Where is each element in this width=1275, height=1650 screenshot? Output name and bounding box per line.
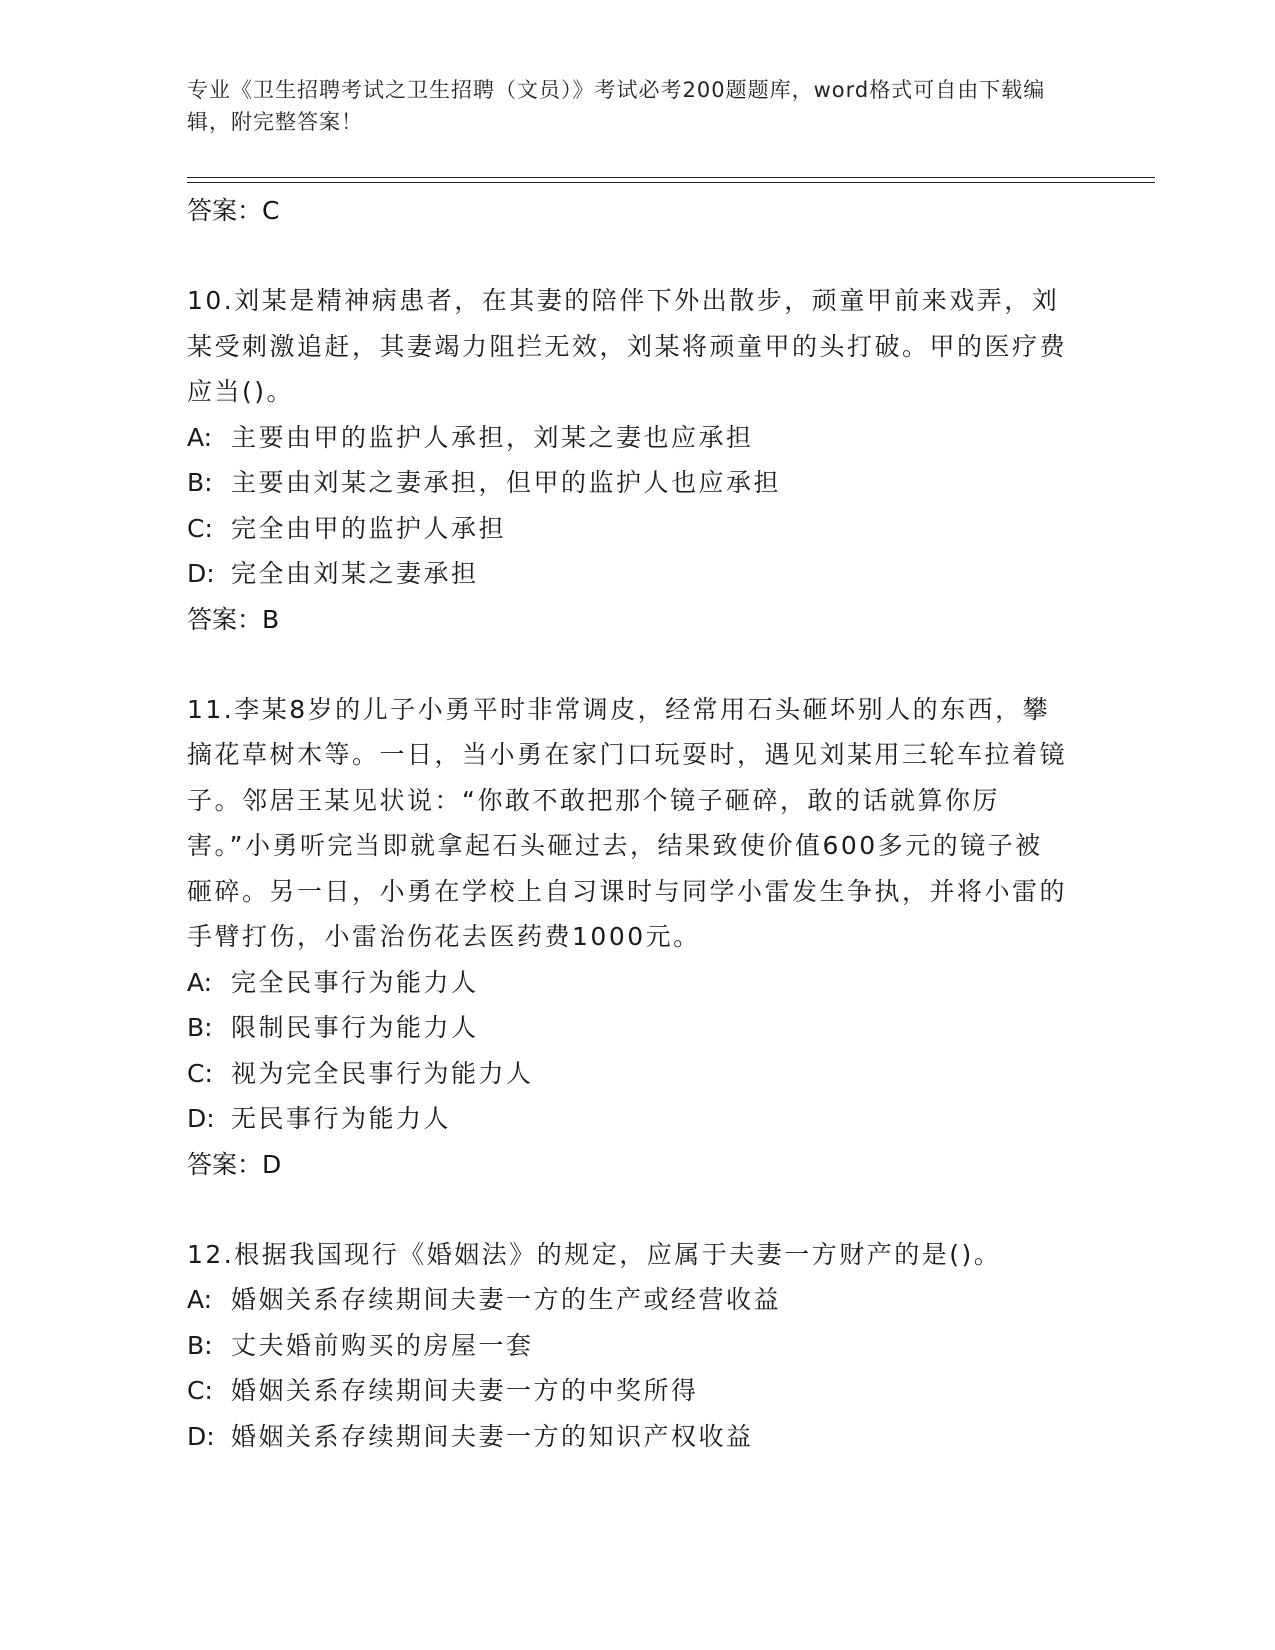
option-c: [187, 1368, 1067, 1414]
option-text: 婚姻关系存续期间夫妻一方的知识产权收益: [231, 1421, 754, 1451]
question-block: [187, 687, 1067, 1187]
answer-line: 答案：B: [187, 604, 280, 634]
header-rule-thin: [187, 182, 1155, 183]
option-d: [187, 1414, 1067, 1460]
option-b: [187, 1323, 1067, 1369]
option-a: [187, 415, 1067, 461]
option-d: [187, 1096, 1067, 1142]
page-header: 专业《卫生招聘考试之卫生招聘（文员）》考试必考200题题库，word格式可自由下载编辑，附完整答案！: [187, 78, 1046, 134]
option-letter: A:: [187, 1285, 213, 1314]
option-text: 主要由刘某之妻承担，但甲的监护人也应承担: [231, 468, 782, 497]
option-letter: A:: [187, 967, 213, 997]
question-text: 11.李某8岁的儿子小勇平时非常调皮，经常用石头砸坏别人的东西，攀摘花草树木等。一日，当小勇在家门口玩耍时，遇见刘某用三轮车拉着镜子。邻居王某见状说：“你敢不敢把那个镜子砸碎，敢的话就算你厉害。”小勇听完当即就拿起石头砸过去，结果致使价值600多元的镜子被砸碎。另一日，小勇在学校上自习课时与同学小雷发生争执，并将小雷的手臂打伤，小雷治伤花去医药费1000元。: [187, 694, 1068, 951]
option-text: 丈夫婚前购买的房屋一套: [231, 1330, 534, 1360]
option-list: [187, 960, 1067, 1142]
option-text: 完全由甲的监护人承担: [231, 513, 507, 543]
question-text: 10.刘某是精神病患者，在其妻的陪伴下外出散步，顽童甲前来戏弄，刘某受刺激追赶，其妻竭力阻拦无效，刘某将顽童甲的头打破。甲的医疗费应当()。: [187, 286, 1068, 406]
question-block: [187, 278, 1067, 642]
question-block: [187, 1232, 1067, 1460]
option-a: [187, 1277, 1067, 1323]
option-letter: D:: [187, 1421, 215, 1451]
option-text: 主要由甲的监护人承担，刘某之妻也应承担: [231, 422, 754, 452]
option-text: 婚姻关系存续期间夫妻一方的生产或经营收益: [231, 1285, 782, 1314]
option-c: [187, 506, 1067, 552]
option-letter: B:: [187, 468, 213, 497]
option-list: [187, 415, 1067, 597]
option-text: 完全民事行为能力人: [231, 967, 479, 997]
option-d: [187, 551, 1067, 597]
question-text: 12.根据我国现行《婚姻法》的规定，应属于夫妻一方财产的是()。: [187, 1239, 1002, 1269]
option-text: 婚姻关系存续期间夫妻一方的中奖所得: [231, 1376, 699, 1405]
document-body: [187, 188, 1067, 1459]
option-b: [187, 460, 1067, 506]
option-text: 视为完全民事行为能力人: [231, 1058, 534, 1088]
option-letter: C:: [187, 513, 213, 543]
answer-line: 答案：C: [187, 196, 280, 225]
option-text: 无民事行为能力人: [231, 1104, 452, 1133]
option-letter: C:: [187, 1376, 213, 1405]
option-c: [187, 1051, 1067, 1097]
option-letter: D:: [187, 559, 215, 588]
option-text: 限制民事行为能力人: [231, 1013, 479, 1042]
option-b: [187, 1005, 1067, 1051]
option-text: 完全由刘某之妻承担: [231, 559, 479, 588]
option-list: [187, 1277, 1067, 1459]
header-rule-thick: [187, 177, 1155, 178]
option-letter: C:: [187, 1058, 213, 1088]
option-letter: B:: [187, 1330, 213, 1360]
option-a: [187, 960, 1067, 1006]
option-letter: A:: [187, 422, 213, 452]
option-letter: D:: [187, 1104, 215, 1133]
answer-line: 答案：D: [187, 1149, 282, 1179]
option-letter: B:: [187, 1013, 213, 1042]
